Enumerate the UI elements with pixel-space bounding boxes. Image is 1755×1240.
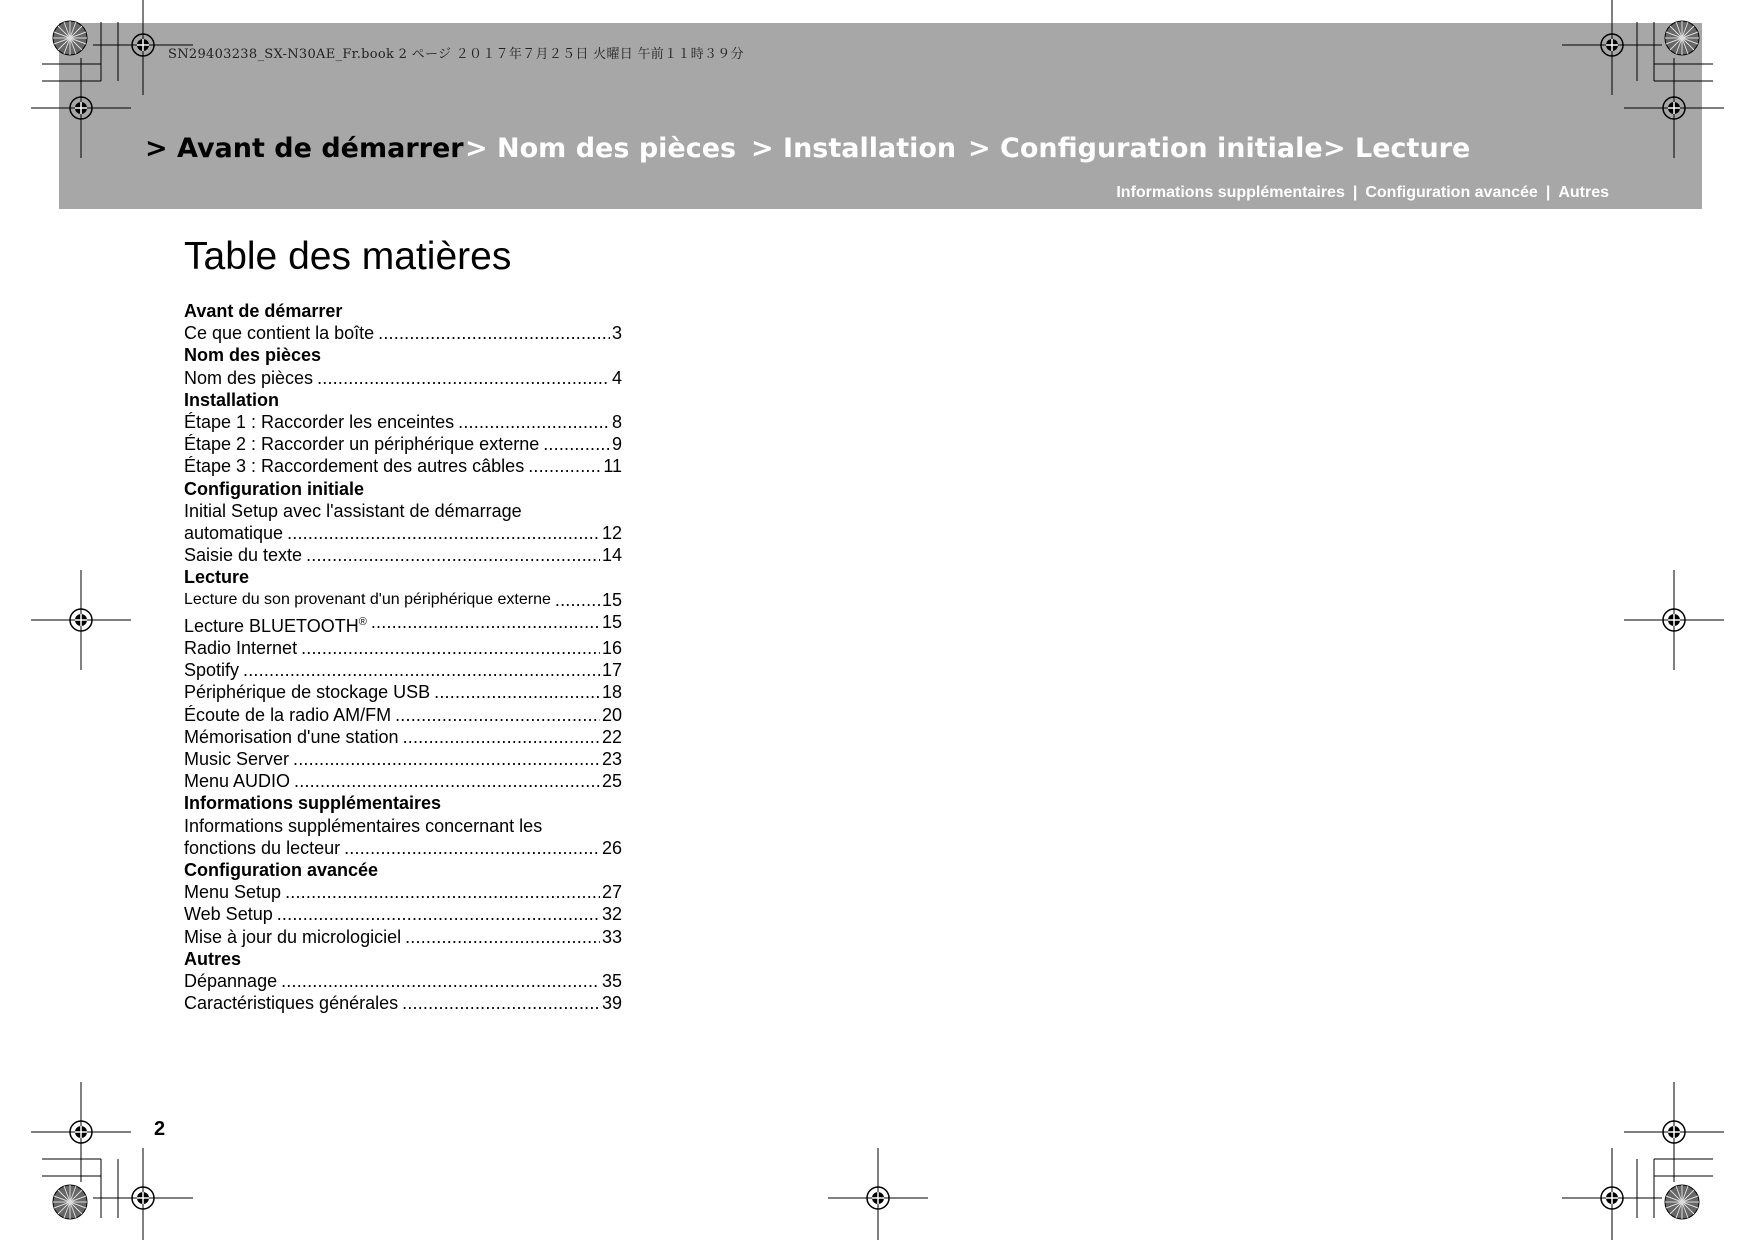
registration-star-icon (53, 1185, 87, 1219)
toc-entry-title: Périphérique de stockage USB (184, 682, 431, 703)
toc-entry-title: Spotify (184, 660, 240, 681)
toc-entry-title: automatique (184, 523, 284, 544)
toc-section-heading: Avant de démarrer (184, 301, 343, 321)
toc-entry-title: Lecture BLUETOOTH (184, 615, 359, 636)
subnav-informations-supplementaires[interactable]: Informations supplémentaires (1116, 184, 1345, 201)
toc-entry-title: Lecture du son provenant d'un périphérique externe (184, 590, 551, 608)
registered-mark: ® (358, 615, 367, 628)
toc-entry-title: Caractéristiques générales (184, 993, 399, 1014)
toc-section-heading: Autres (184, 948, 242, 969)
toc-entry-title: Nom des pièces (184, 367, 314, 388)
toc-section-heading: Lecture (184, 567, 250, 588)
toc-entry-page: 15 (601, 611, 622, 632)
toc-entry-page: 25 (601, 771, 622, 792)
toc-entry-title: Étape 2 : Raccorder un périphérique externe (184, 434, 540, 455)
toc-entry-page: 3 (611, 323, 622, 344)
toc-entry-title: Étape 3 : Raccordement des autres câbles (184, 456, 525, 477)
toc-entry-page: 27 (601, 882, 622, 903)
toc-entry-page: 8 (611, 412, 622, 433)
nav-tab-avant-de-demarrer[interactable]: > Avant de démarrer (145, 133, 464, 164)
toc-entry-page: 32 (601, 904, 622, 925)
registration-target-icon (1624, 570, 1724, 670)
toc-entry-page: 35 (601, 971, 622, 992)
subnav-configuration-avancee[interactable]: Configuration avancée (1365, 184, 1538, 201)
registration-star-icon (53, 21, 87, 55)
toc-entry-title-line1[interactable]: Initial Setup avec l'assistant de démarrage (184, 500, 522, 521)
toc-entry-page: 15 (601, 589, 622, 610)
toc-entry-page: 39 (601, 993, 622, 1014)
nav-tab-lecture[interactable]: > Lecture (1323, 133, 1471, 164)
toc-entry-title: Radio Internet (184, 638, 298, 659)
toc-entry-page: 33 (601, 926, 622, 947)
toc-entry-page: 12 (601, 523, 622, 544)
toc-entry-page: 16 (601, 638, 622, 659)
toc-entry-page: 4 (611, 367, 622, 388)
nav-tab-installation[interactable]: > Installation (751, 133, 957, 164)
toc-entry-page: 26 (601, 837, 622, 858)
page-number: 2 (154, 1118, 166, 1140)
nav-tab-configuration-initiale[interactable]: > Configuration initiale (968, 133, 1323, 164)
toc-entry-title: Mise à jour du micrologiciel (184, 926, 402, 947)
registration-star-icon (1665, 1185, 1699, 1219)
toc-entry-title: Ce que contient la boîte (184, 323, 375, 344)
toc-entry-title: Menu AUDIO (184, 771, 291, 792)
toc-entry-page: 20 (601, 704, 622, 725)
subnav-separator: | (1545, 184, 1551, 201)
toc-section-heading: Installation (184, 389, 280, 410)
registration-target-icon (1624, 58, 1724, 158)
registration-target-icon (1624, 1082, 1724, 1182)
toc-section-heading: Configuration initiale (184, 478, 364, 499)
toc-entry-title: Menu Setup (184, 882, 282, 903)
toc-entry-title-line1[interactable]: Informations supplémentaires concernant les (184, 815, 543, 836)
toc-section-heading: Nom des pièces (184, 345, 322, 366)
subnav-autres[interactable]: Autres (1558, 184, 1609, 201)
toc-entry-title: Dépannage (184, 971, 278, 992)
toc-entry-page: 9 (611, 434, 622, 455)
registration-target-icon (1562, 1148, 1662, 1240)
toc-section-heading: Configuration avancée (184, 860, 379, 881)
toc-entry-title: Mémorisation d'une station (184, 726, 399, 747)
registration-target-icon (93, 1148, 193, 1240)
toc-entry-page: 14 (601, 545, 622, 566)
toc-entry-page: 22 (601, 726, 622, 747)
toc-entry-title: Web Setup (184, 904, 273, 925)
print-info: SN29403238_SX-N30AE_Fr.book 2 ページ ２０１７年７月２５日 火曜日 午前１１時３９分 (168, 47, 744, 62)
toc-section-heading: Informations supplémentaires (184, 793, 442, 814)
toc-entry-page: 17 (601, 660, 622, 681)
toc-entry-title: Écoute de la radio AM/FM (184, 704, 392, 725)
registration-target-icon (93, 0, 193, 95)
toc-entry-title: Saisie du texte (184, 545, 303, 566)
registration-target-icon (1562, 0, 1662, 95)
toc-entry-title: fonctions du lecteur (184, 837, 341, 858)
toc-entry-title: Étape 1 : Raccorder les enceintes (184, 412, 455, 433)
registration-target-icon (31, 58, 131, 158)
toc-entry-page: 23 (601, 749, 622, 770)
registration-star-icon (1665, 21, 1699, 55)
registration-target-icon (31, 570, 131, 670)
toc-entry-page: 11 (603, 456, 622, 477)
toc-entry-page: 18 (601, 682, 622, 703)
page-title: Table des matières (184, 235, 512, 278)
registration-target-icon (31, 1082, 131, 1182)
subnav-separator: | (1352, 184, 1358, 201)
toc-entry-title: Music Server (184, 749, 290, 770)
nav-tab-nom-des-pieces[interactable]: > Nom des pièces (465, 133, 737, 164)
registration-target-icon (828, 1148, 928, 1240)
